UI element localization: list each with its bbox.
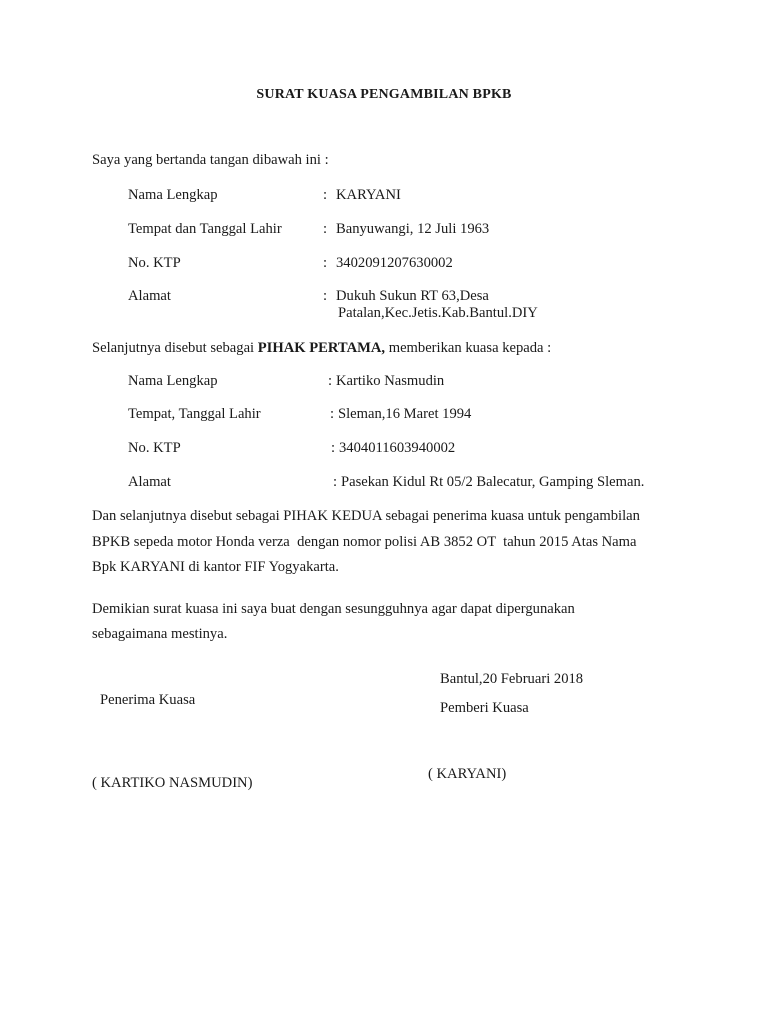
p2-sep-ttl: :	[330, 406, 335, 422]
p2-label-alamat: Alamat	[128, 474, 171, 490]
transition-before: Selanjutnya disebut sebagai	[92, 340, 258, 356]
p1-value-alamat-line2: Patalan,Kec.Jetis.Kab.Bantul.DIY	[338, 305, 538, 321]
paragraph-1-line-3: Bpk KARYANI di kantor FIF Yogyakarta.	[92, 559, 339, 575]
transition-bold: PIHAK PERTAMA,	[257, 340, 386, 356]
p2-label-nama: Nama Lengkap	[128, 373, 218, 389]
p1-sep-alamat: :	[323, 288, 328, 304]
paragraph-2-line-1: Demikian surat kuasa ini saya buat dengan sesungguhnya agar dapat dipergunakan	[92, 601, 575, 617]
p2-value-ktp: 3404011603940002	[339, 440, 456, 456]
paragraph-2-line-2: sebagaimana mestinya.	[92, 626, 228, 642]
p2-value-nama: Kartiko Nasmudin	[336, 373, 445, 389]
transition-after: memberikan kuasa kepada :	[385, 340, 552, 356]
transition-text	[92, 340, 551, 356]
p1-sep-ktp: :	[323, 255, 328, 271]
paragraph-1-line-2: BPKB sepeda motor Honda verza dengan nomor polisi AB 3852 OT tahun 2015 Atas Nama	[92, 534, 637, 550]
p1-sep-nama: :	[323, 187, 328, 203]
p1-value-ttl: Banyuwangi, 12 Juli 1963	[336, 221, 490, 237]
p1-value-ktp: 3402091207630002	[336, 255, 453, 271]
document-title: SURAT KUASA PENGAMBILAN BPKB	[256, 87, 512, 102]
receiver-name: ( KARTIKO NASMUDIN)	[92, 775, 253, 791]
giver-name: ( KARYANI)	[428, 766, 507, 782]
p2-sep-alamat: :	[333, 474, 338, 490]
intro-text: Saya yang bertanda tangan dibawah ini :	[92, 152, 329, 168]
receiver-label: Penerima Kuasa	[100, 692, 196, 708]
p2-label-ktp: No. KTP	[128, 440, 181, 456]
p2-sep-nama: :	[328, 373, 333, 389]
p1-label-alamat: Alamat	[128, 288, 171, 304]
place-date: Bantul,20 Februari 2018	[440, 671, 584, 687]
p1-value-alamat: Dukuh Sukun RT 63,Desa	[336, 288, 489, 304]
p2-sep-ktp: :	[331, 440, 336, 456]
p1-value-nama: KARYANI	[336, 187, 401, 203]
giver-label: Pemberi Kuasa	[440, 700, 529, 716]
p2-value-alamat: Pasekan Kidul Rt 05/2 Balecatur, Gamping Sleman.	[341, 474, 645, 490]
p1-label-nama: Nama Lengkap	[128, 187, 218, 203]
p1-sep-ttl: :	[323, 221, 328, 237]
p1-label-ktp: No. KTP	[128, 255, 181, 271]
p2-value-ttl: Sleman,16 Maret 1994	[338, 406, 472, 422]
paragraph-1-line-1: Dan selanjutnya disebut sebagai PIHAK KEDUA sebagai penerima kuasa untuk pengambilan	[92, 508, 640, 524]
p2-label-ttl: Tempat, Tanggal Lahir	[128, 406, 261, 422]
p1-label-ttl: Tempat dan Tanggal Lahir	[128, 221, 282, 237]
